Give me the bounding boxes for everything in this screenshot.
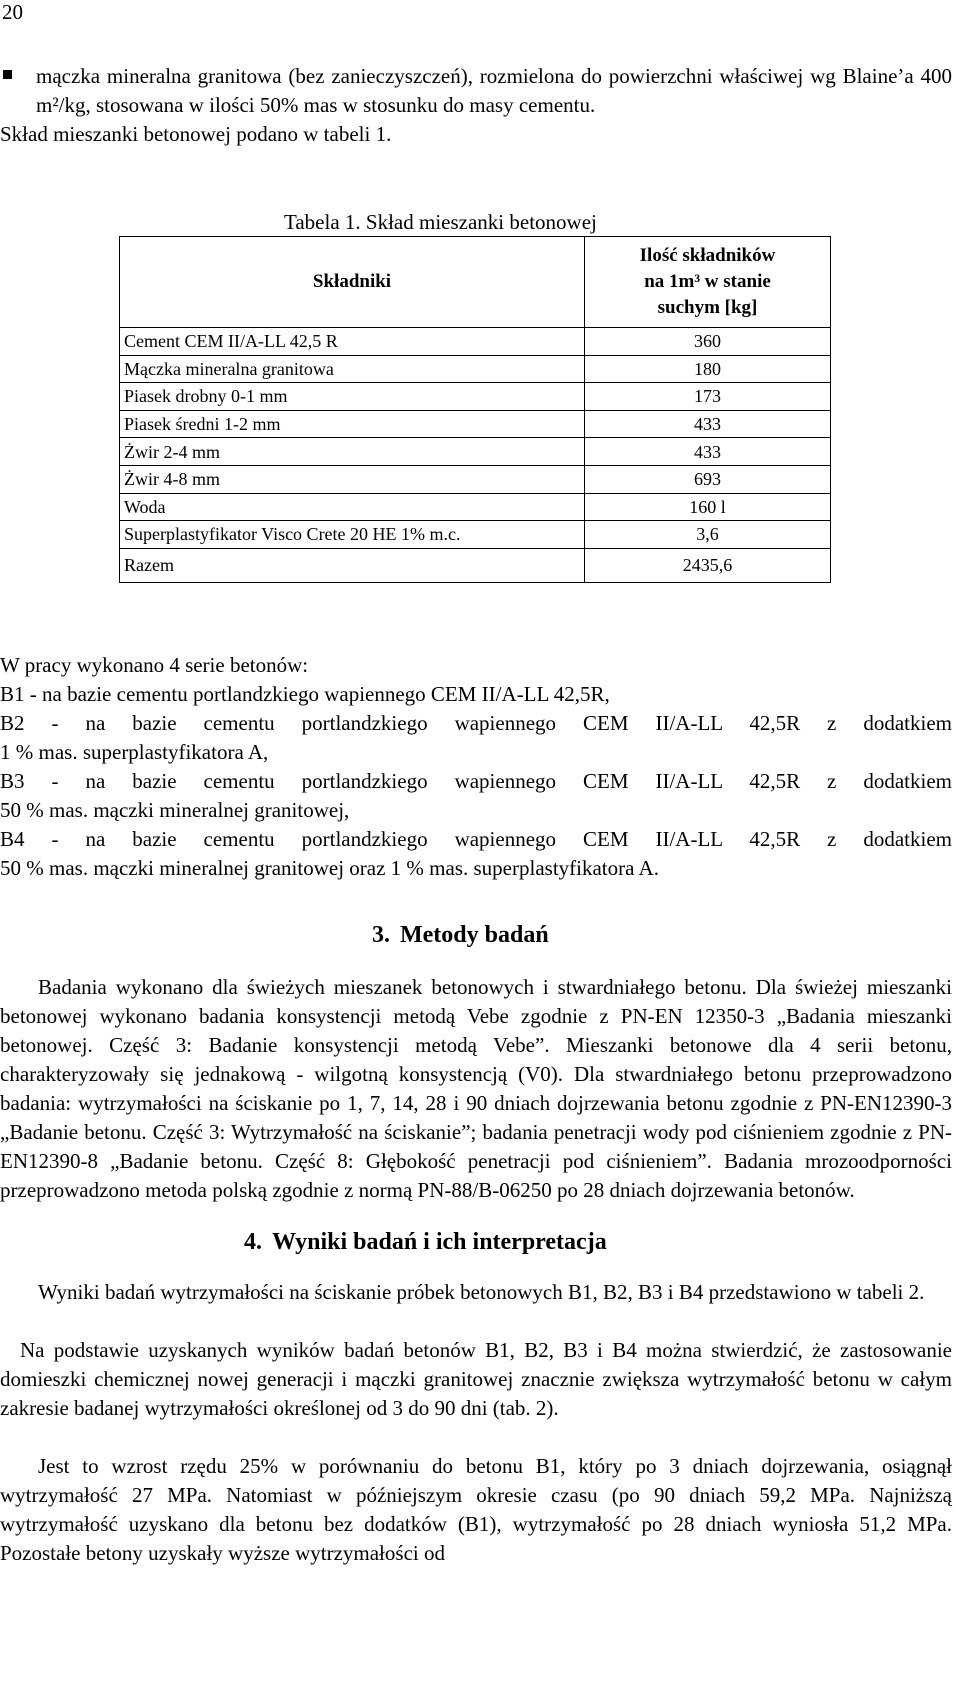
section-3-text: Badania wykonano dla świeżych mieszanek betonowych i stwardniałego betonu. Dla świeżej mieszanki betonowej wykonano badania konsystencji metodą Vebe zgodnie z PN-EN 12350-3 „Badania mieszanki betonowej. Część 3: Badanie konsystencji metodą Vebe”. Mieszanki betonowe dla 4 serii betonu, charakteryzowały się jednakową - wilgotną konsystencją (V0). Dla stwardniałego betonu przeprowadzono badania: wytrzymałości na ściskanie po 1, 7, 14, 28 i 90 dniach dojrzewania betonu zgodnie z PN-EN12390-3 „Badanie betonu. Część 3: Wytrzymałość na ściskanie”; badania penetracji wody pod ciśnieniem zgodnie z PN-EN12390-8 „Badanie betonu. Część 8: Głębokość penetracji pod ciśnieniem”. Badania mrozoodporności przeprowadzono metoda polską zgodnie z normą PN-88/B-06250 po 28 dniach dojrzewania betonów. — [0, 975, 952, 1202]
series-b4-cont: 50 % mas. mączki mineralnej granitowej oraz 1 % mas. superplastyfikatora A. — [0, 856, 659, 880]
header-amount-line: suchym [kg] — [657, 297, 758, 318]
header-amount — [585, 237, 831, 328]
section-number: 4. — [244, 1229, 262, 1255]
table-row — [120, 383, 831, 411]
ingredient-amount: 433 — [585, 410, 831, 438]
ingredient-name: Piasek średni 1-2 mm — [120, 410, 585, 438]
series-b4: B4 - na bazie cementu portlandzkiego wapiennego CEM II/A-LL 42,5R z dodatkiem — [0, 827, 952, 851]
ingredient-name: Superplastyfikator Visco Crete 20 HE 1% m.c. — [120, 521, 585, 549]
ingredient-name: Woda — [120, 493, 585, 521]
series-b3: B3 - na bazie cementu portlandzkiego wapiennego CEM II/A-LL 42,5R z dodatkiem — [0, 769, 952, 793]
table-total-row — [120, 548, 831, 582]
series-b3-cont: 50 % mas. mączki mineralnej granitowej, — [0, 798, 350, 822]
section-title: Wyniki badań i ich interpretacja — [272, 1229, 607, 1255]
ingredient-amount: 160 l — [585, 493, 831, 521]
section-4-paragraph: Na podstawie uzyskanych wyników badań betonów B1, B2, B3 i B4 można stwierdzić, że zastosowanie domieszki chemicznej nowej generacji i mączki granitowej znacznie zwiększa wytrzymałość betonu w całym zakresie badanej wytrzymałości określonej od 3 do 90 dni (tab. 2). — [0, 1338, 952, 1420]
section-4-paragraph: Jest to wzrost rzędu 25% w porównaniu do betonu B1, który po 3 dniach dojrzewania, osiągnął wytrzymałość 27 MPa. Natomiast w późniejszym okresie czasu (po 90 dniach 59,2 MPa. Najniższą wytrzymałość uzyskano dla betonu bez dodatków (B1), wytrzymałość po 28 dniach wyniosła 51,2 MPa. Pozostałe betony uzyskały wyższe wytrzymałości od — [0, 1454, 952, 1565]
table-row — [120, 493, 831, 521]
series-list — [0, 651, 952, 883]
table-row — [120, 328, 831, 356]
ingredient-amount: 693 — [585, 465, 831, 493]
table-row — [120, 410, 831, 438]
page-number: 20 — [2, 0, 23, 24]
series-intro: W pracy wykonano 4 serie betonów: — [0, 653, 309, 677]
header-ingredients: Składniki — [120, 237, 585, 328]
section-number: 3. — [372, 922, 390, 948]
ingredient-amount: 180 — [585, 355, 831, 383]
ingredient-name: Cement CEM II/A-LL 42,5 R — [120, 328, 585, 356]
section-4-paragraph: Wyniki badań wytrzymałości na ściskanie próbek betonowych B1, B2, B3 i B4 przedstawiono w tabeli 2. — [38, 1280, 925, 1304]
ingredient-amount: 360 — [585, 328, 831, 356]
table-row — [120, 521, 831, 549]
table-header-row — [120, 237, 831, 328]
section-4-heading — [244, 1229, 607, 1256]
section-3-heading — [372, 922, 549, 949]
intro-line: Skład mieszanki betonowej podano w tabeli 1. — [0, 122, 392, 146]
ingredient-name: Żwir 4-8 mm — [120, 465, 585, 493]
header-amount-line: na 1m³ w stanie — [644, 271, 771, 292]
ingredient-name: Żwir 2-4 mm — [120, 438, 585, 466]
square-bullet-icon — [3, 70, 12, 79]
ingredient-name: Mączka mineralna granitowa — [120, 355, 585, 383]
ingredient-amount: 173 — [585, 383, 831, 411]
ingredient-name: Piasek drobny 0-1 mm — [120, 383, 585, 411]
list-item — [0, 62, 952, 120]
bullet-text: mączka mineralna granitowa (bez zanieczyszczeń), rozmielona do powierzchni właściwej wg Blaine’a 400 m²/kg, stosowana w ilości 50% mas w stosunku do masy cementu. — [36, 64, 952, 117]
ingredient-amount: 2435,6 — [585, 548, 831, 582]
series-b2-cont: 1 % mas. superplastyfikatora A, — [0, 740, 269, 764]
table-row — [120, 465, 831, 493]
ingredient-name: Razem — [120, 548, 585, 582]
ingredient-amount: 3,6 — [585, 521, 831, 549]
ingredient-amount: 433 — [585, 438, 831, 466]
table-caption: Tabela 1. Skład mieszanki betonowej — [284, 210, 597, 234]
series-b2: B2 - na bazie cementu portlandzkiego wapiennego CEM II/A-LL 42,5R z dodatkiem — [0, 711, 952, 735]
mix-composition-table — [119, 236, 831, 583]
table-row — [120, 355, 831, 383]
section-title: Metody badań — [400, 922, 549, 948]
header-amount-line: Ilość składników — [639, 245, 776, 266]
series-b1: B1 - na bazie cementu portlandzkiego wapiennego CEM II/A-LL 42,5R, — [0, 682, 610, 706]
table-row — [120, 438, 831, 466]
materials-list — [0, 62, 952, 149]
